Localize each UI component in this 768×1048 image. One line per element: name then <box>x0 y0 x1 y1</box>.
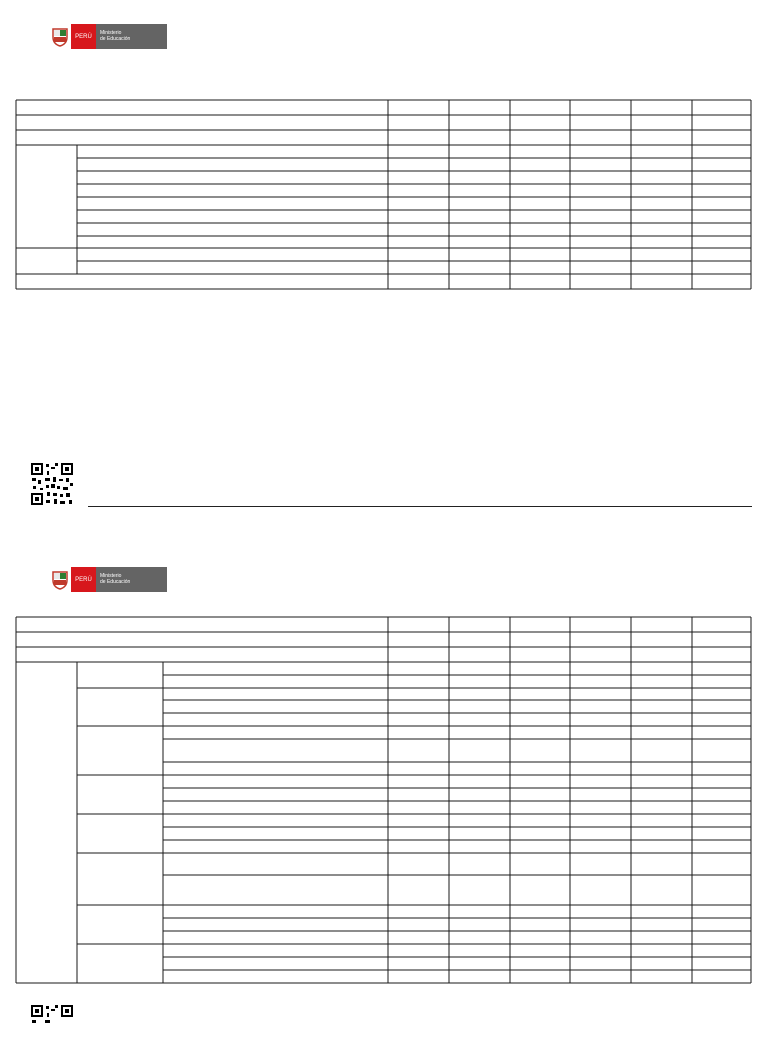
country-label: PERÚ <box>71 567 96 592</box>
ministry-line-1: Ministerio <box>100 30 122 36</box>
footer-rule <box>88 506 752 507</box>
qr-code-icon <box>30 1004 74 1048</box>
table-bottom <box>16 617 751 983</box>
ministry-line-1: Ministerio <box>100 573 122 579</box>
country-label: PERÚ <box>71 24 96 49</box>
qr-code-icon <box>30 462 74 506</box>
ministry-line-2: de Educación <box>100 579 131 585</box>
ministry-line-2: de Educación <box>100 36 131 42</box>
table-top <box>16 100 751 289</box>
